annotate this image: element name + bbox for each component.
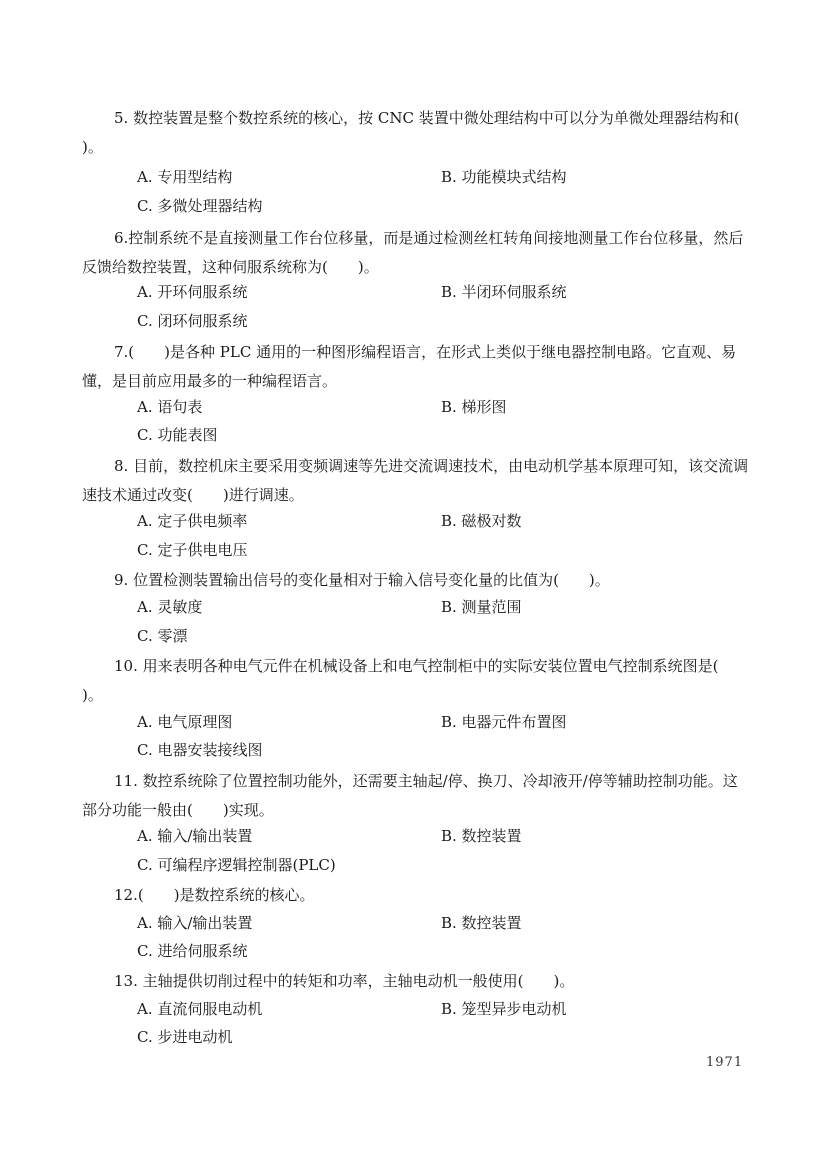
q7-option-c: C. 功能表图 — [137, 426, 218, 444]
q8-option-b: B. 磁极对数 — [441, 512, 522, 530]
q6-option-a: A. 开环伺服系统 — [137, 283, 248, 301]
q13-option-b: B. 笼型异步电动机 — [441, 1000, 567, 1018]
q10-option-b: B. 电器元件布置图 — [441, 713, 567, 731]
q7-option-a: A. 语句表 — [137, 398, 203, 416]
q7-option-b: B. 梯形图 — [441, 398, 507, 416]
q13-option-a: A. 直流伺服电动机 — [137, 1000, 263, 1018]
question-5: 5. 数控装置是整个数控系统的核心，按 CNC 装置中微处理结构中可以分为单微处理器结构和( )。 — [82, 109, 770, 156]
question-8: 8. 目前，数控机床主要采用变频调速等先进交流调速技术，由电动机学基本原理可知，该交流调速技术通过改变( )进行调速。 — [82, 457, 749, 504]
q6-option-c: C. 闭环伺服系统 — [137, 312, 248, 330]
q5-option-c: C. 多微处理器结构 — [137, 197, 263, 215]
question-13: 13. 主轴提供切削过程中的转矩和功率，主轴电动机一般使用( )。 — [114, 972, 575, 990]
q5-option-b: B. 功能模块式结构 — [441, 168, 567, 186]
question-11: 11. 数控系统除了位置控制功能外，还需要主轴起/停、换刀、冷却液开/停等辅助控制功能。这部分功能一般由( )实现。 — [82, 772, 738, 819]
q11-option-a: A. 输入/输出装置 — [137, 827, 253, 845]
page-number: 1971 — [706, 1055, 744, 1070]
question-7: 7.( )是各种 PLC 通用的一种图形编程语言，在形式上类似于继电器控制电路。它直观、易懂，是目前应用最多的一种编程语言。 — [82, 343, 737, 390]
q8-option-a: A. 定子供电频率 — [137, 512, 248, 530]
q8-option-c: C. 定子供电电压 — [137, 541, 248, 559]
q10-option-c: C. 电器安装接线图 — [137, 741, 263, 759]
question-12: 12.( )是数控系统的核心。 — [114, 886, 315, 904]
q12-option-a: A. 输入/输出装置 — [137, 914, 253, 932]
q9-option-c: C. 零漂 — [137, 627, 188, 645]
q13-option-c: C. 步进电动机 — [137, 1028, 233, 1046]
question-10: 10. 用来表明各种电气元件在机械设备上和电气控制柜中的实际安装位置电气控制系统图是( )。 — [82, 657, 749, 704]
question-9: 9. 位置检测装置输出信号的变化量相对于输入信号变化量的比值为( )。 — [114, 571, 610, 589]
q9-option-a: A. 灵敏度 — [137, 598, 203, 616]
q11-option-c: C. 可编程序逻辑控制器(PLC) — [137, 856, 336, 874]
q9-option-b: B. 测量范围 — [441, 598, 522, 616]
q10-option-a: A. 电气原理图 — [137, 713, 233, 731]
q12-option-b: B. 数控装置 — [441, 914, 522, 932]
q5-option-a: A. 专用型结构 — [137, 168, 233, 186]
question-6: 6.控制系统不是直接测量工作台位移量，而是通过检测丝杠转角间接地测量工作台位移量，然后反馈给数控装置，这种伺服系统称为( )。 — [82, 229, 744, 276]
q11-option-b: B. 数控装置 — [441, 827, 522, 845]
q12-option-c: C. 进给伺服系统 — [137, 942, 248, 960]
q6-option-b: B. 半闭环伺服系统 — [441, 283, 567, 301]
